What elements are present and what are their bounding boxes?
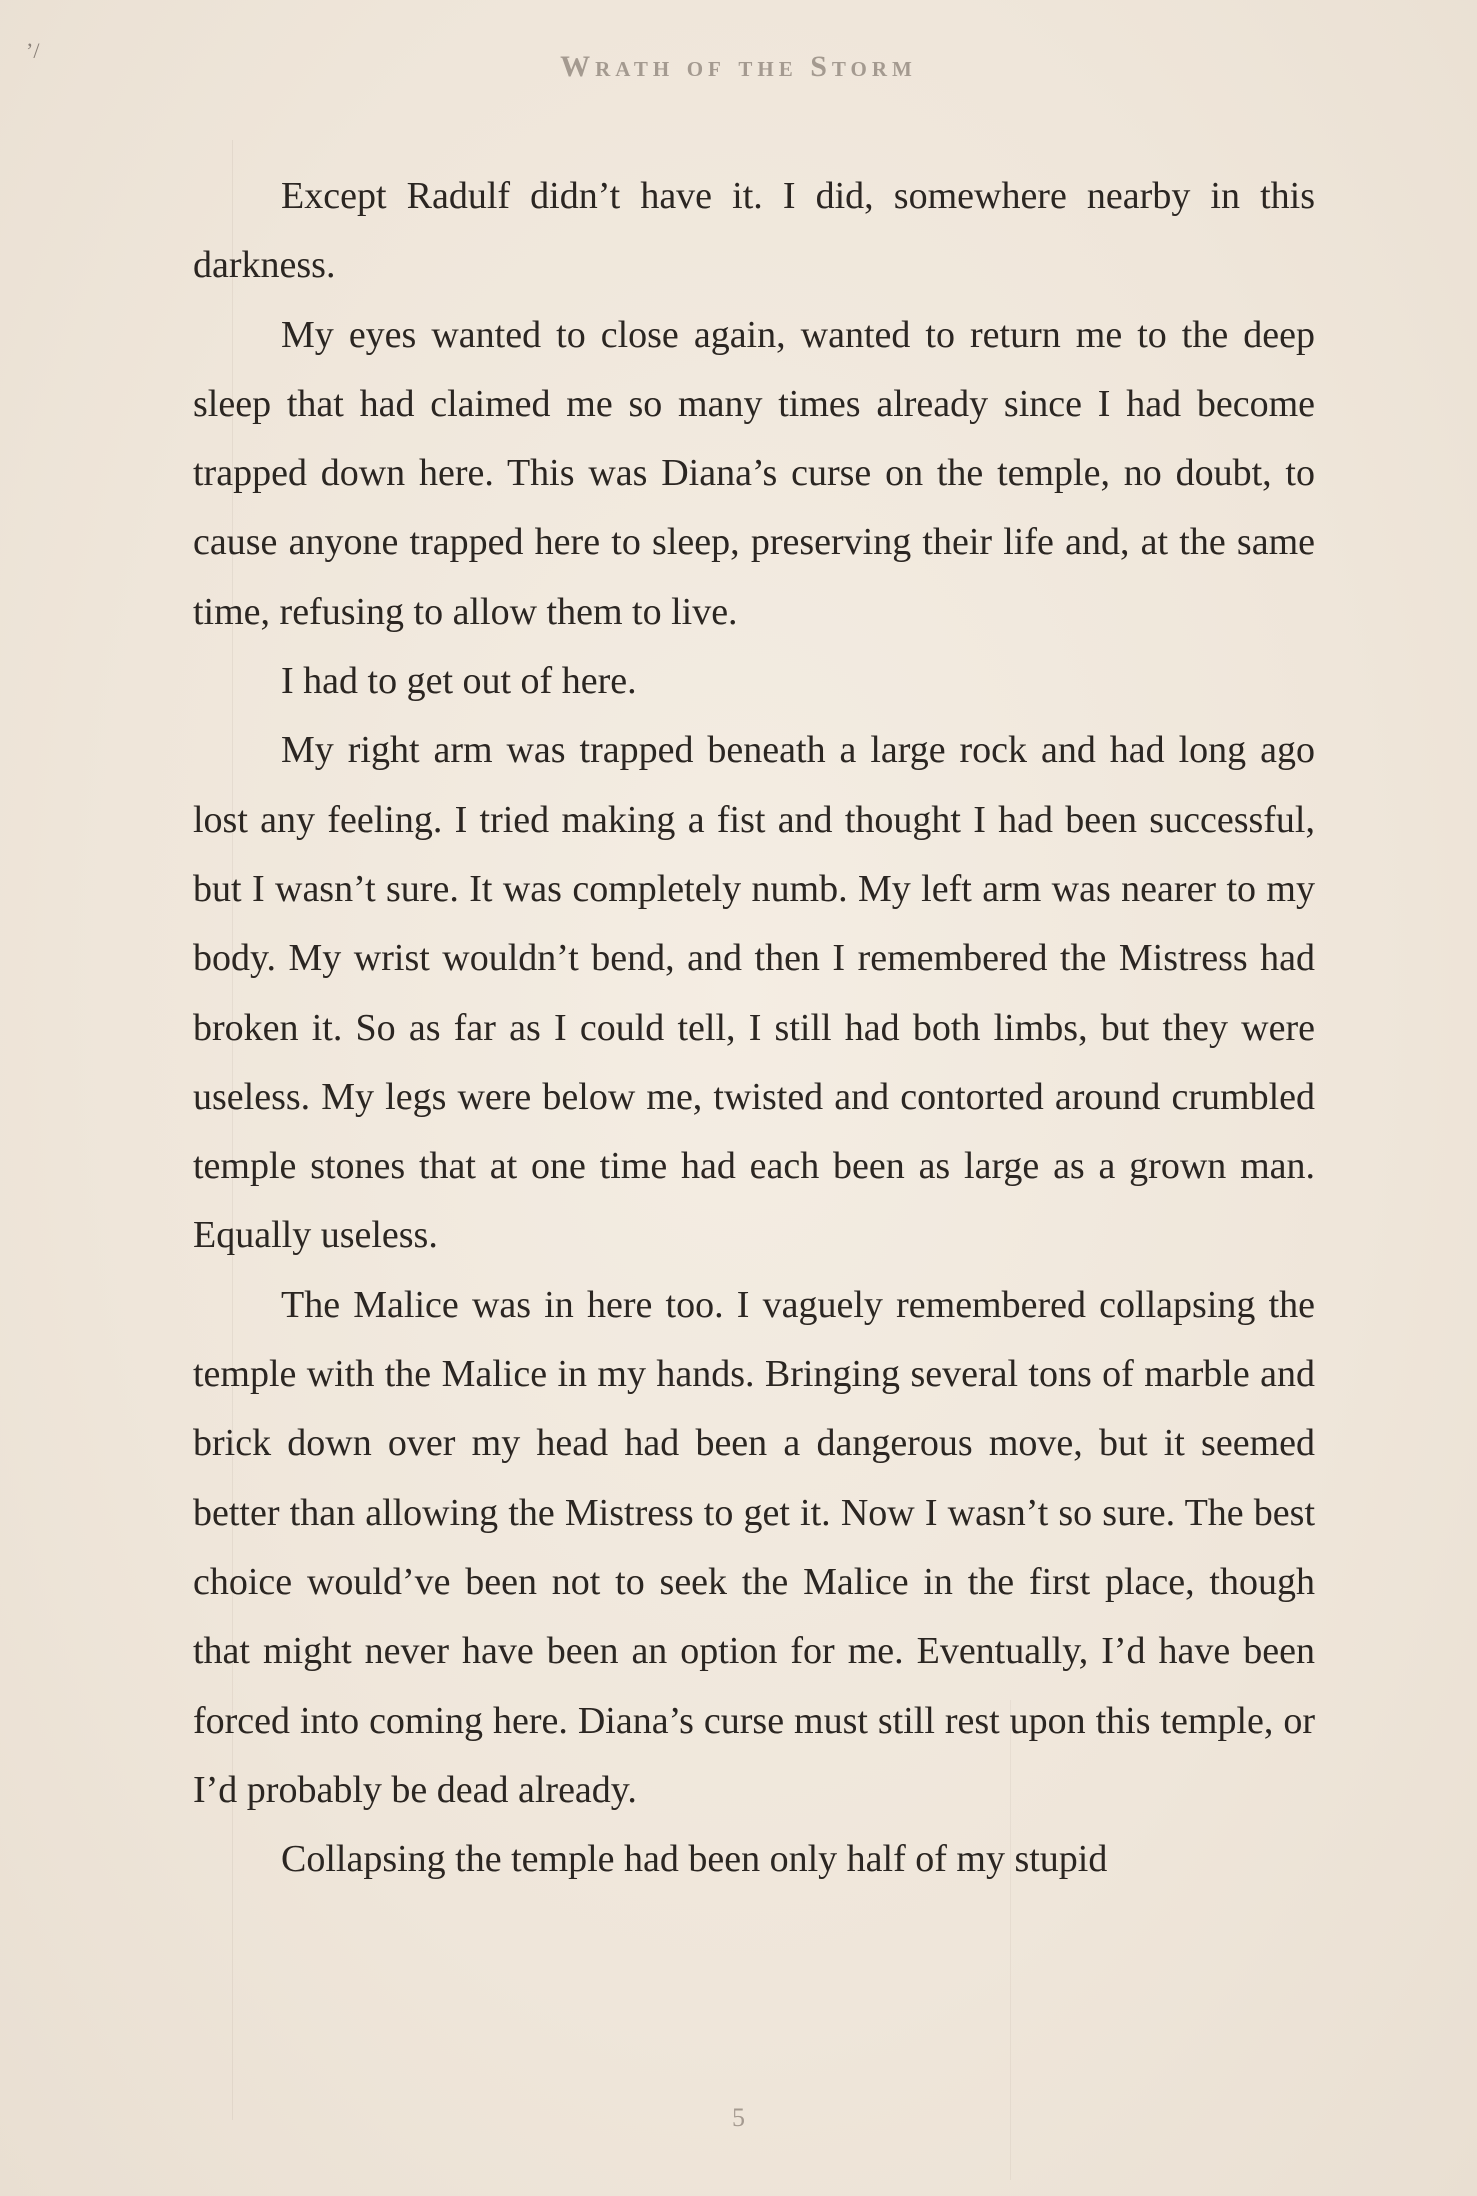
paragraph: Collapsing the temple had been only half of my stupid bbox=[281, 1838, 1108, 1881]
paragraph: My right arm was trapped beneath a large rock and had long ago lost any feeling. I tried making a fist and thought I had been successful, but I wasn’t sure. It was completely numb. My left arm was nearer to my body. My wrist wouldn’t bend, and then I remembered the Mistress had broken it. So as far as I could tell, I still had both limbs, but they were useless. My legs were below me, twisted and contorted around crumbled temple stones that at one time had each been as large as a grown man. Equally useless. bbox=[193, 729, 1315, 1257]
paragraph: My eyes wanted to close again, wanted to return me to the deep sleep that had claimed me so many times already since I had become trapped down here. This was Diana’s curse on the temple, no doubt, to cause anyone trapped here to sleep, preserving their life and, at the same time, refusing to allow them to live. bbox=[193, 313, 1315, 633]
paragraph: I had to get out of here. bbox=[281, 660, 637, 703]
paragraph: The Malice was in here too. I vaguely remembered collapsing the temple with the Malice in my hands. Bringing several tons of marble and brick down over my head had been a dangerous move, but it seemed better than allowing the Mistress to get it. Now I wasn’t so sure. The best choice would’ve been not to seek the Malice in the first place, though that might never have been an option for me. Eventually, I’d have been forced into coming here. Diana’s curse must still rest upon this temple, or I’d probably be dead already. bbox=[193, 1283, 1315, 1811]
running-head: Wrath of the Storm bbox=[560, 50, 917, 83]
page-number: 5 bbox=[732, 2103, 745, 2132]
chapter-text bbox=[193, 162, 1315, 1894]
scan-mark: ’/ bbox=[26, 38, 40, 63]
paragraph: Except Radulf didn’t have it. I did, somewhere nearby in this darkness. bbox=[193, 175, 1315, 287]
